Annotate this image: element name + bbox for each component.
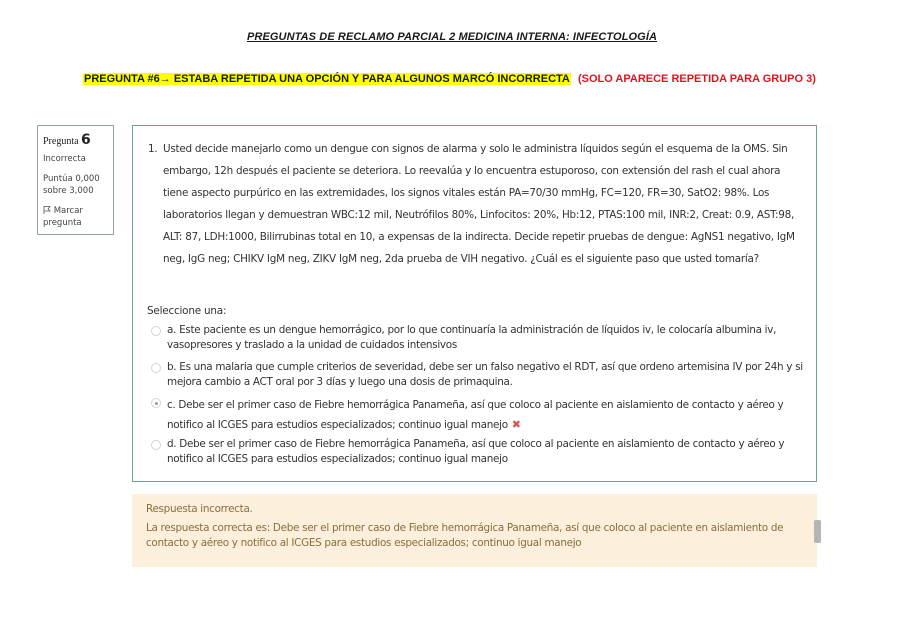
select-one-prompt: Seleccione una:: [147, 305, 227, 317]
question-grade: Puntúa 0,000 sobre 3,000: [43, 174, 100, 196]
question-info-box: [37, 125, 114, 235]
group-note: (SOLO APARECE REPETIDA PARA GRUPO 3): [577, 73, 816, 85]
radio-button[interactable]: [151, 326, 161, 336]
repeated-option-note: [83, 73, 816, 85]
feedback-box: [132, 494, 817, 567]
flag-icon: [43, 206, 54, 216]
question-text: 1. Usted decide manejarlo como un dengue con signos de alarma y solo le administra líquidos según el esquema de la OMS. Sin embargo, 12h después el paciente se deteriora. Lo reevalúa y lo encuentra estuporoso, con extensión del rash el cual ahora tiene aspecto purpúrico en las extremidades, los signos vitales están PA=70/30 mmHg, FC=120, FR=30, SatO2: 98%. Los laboratorios llegan y demuestran WBC:12 mil, Neutrófilos 80%, Linfocitos: 20%, Hb:12, PTAS:100 mil, INR:2, Creat: 0.9, AST:98, ALT: 87, LDH:1000, Bilirrubinas total en 10, a expensas de la indirecta. Decide repetir pruebas de dengue: AgNS1 negativo, IgM neg, IgG neg; CHIKV IgM neg, ZIKV IgM neg, 2da prueba de VIH negativo. ¿Cuál es el siguiente paso que usted tomaría?: [148, 143, 795, 265]
correct-answer-text: La respuesta correcta es: Debe ser el primer caso de Fiebre hemorrágica Panameña, así que coloco al paciente en aislamiento de contacto y aéreo y notifico al ICGES para estudios especializados; continuo igual manejo: [146, 522, 784, 549]
radio-button-selected[interactable]: [151, 398, 161, 408]
answer-option-b[interactable]: b. Es una malaria que cumple criterios de severidad, debe ser un falso negativo el RDT, así que ordeno artemisina IV por 24h y si mejora cambio a ACT oral por 3 días y luego una dosis de primaquina.: [151, 360, 806, 390]
incorrect-x-icon: ✖: [511, 418, 521, 431]
feedback-status: Respuesta incorrecta.: [146, 503, 253, 515]
question-content: [132, 125, 817, 482]
question-number: Pregunta 6: [43, 132, 91, 148]
radio-button[interactable]: [151, 363, 161, 373]
highlighted-note: PREGUNTA #6→ ESTABA REPETIDA UNA OPCIÓN Y PARA ALGUNOS MARCÓ INCORRECTA: [84, 73, 570, 85]
document-title: PREGUNTAS DE RECLAMO PARCIAL 2 MEDICINA INTERNA: INFECTOLOGÍA: [246, 31, 658, 43]
answer-option-c[interactable]: c. Debe ser el primer caso de Fiebre hemorrágica Panameña, así que coloco al paciente en aislamiento de contacto y aéreo y notifico al ICGES para estudios especializados; continuo igual manejo ✖: [151, 395, 806, 435]
scrollbar-thumb[interactable]: [814, 520, 821, 543]
answer-option-a[interactable]: a. Este paciente es un dengue hemorrágico, por lo que continuaría la administración de líquidos iv, le colocaría albumina iv, vasopresores y traslado a la unidad de cuidados intensivos: [151, 323, 806, 353]
answer-option-d[interactable]: d. Debe ser el primer caso de Fiebre hemorrágica Panameña, así que coloco al paciente en aislamiento de contacto y aéreo y notifico al ICGES para estudios especializados; continuo igual manejo: [151, 437, 806, 467]
radio-button[interactable]: [151, 440, 161, 450]
flag-question-link[interactable]: Marcar pregunta: [43, 206, 83, 228]
question-state: Incorrecta: [43, 154, 86, 164]
